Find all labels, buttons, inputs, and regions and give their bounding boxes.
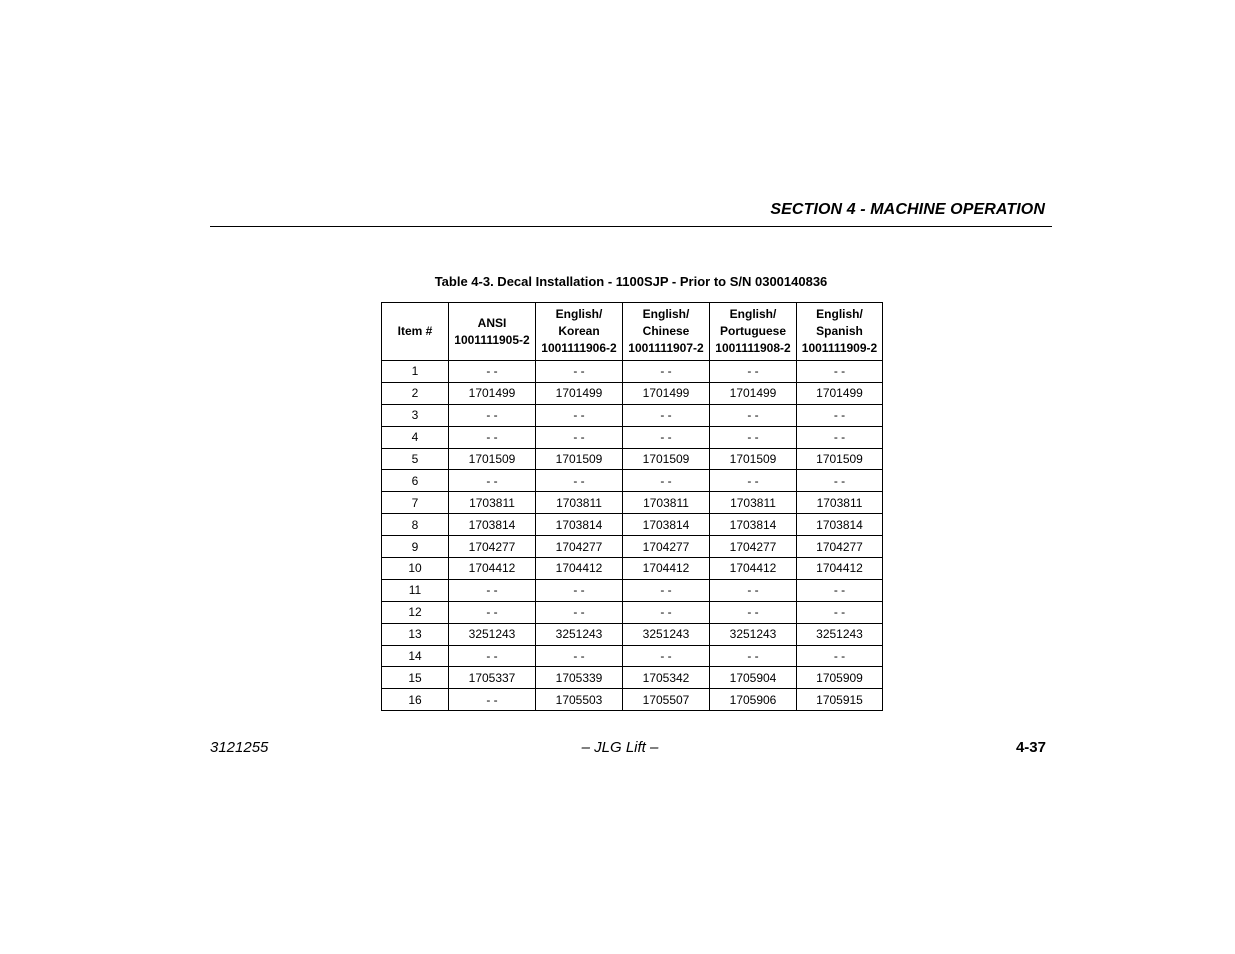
column-header xyxy=(710,303,797,361)
section-header: SECTION 4 - MACHINE OPERATION xyxy=(770,201,1045,218)
part-number-cell: 1703811 xyxy=(623,492,710,514)
part-number-cell: 1703811 xyxy=(536,492,623,514)
footer-page-number: 4-37 xyxy=(1015,739,1046,756)
column-header-line: 1001111909-2 xyxy=(801,341,878,355)
table-row xyxy=(382,426,883,448)
part-number-cell: - - xyxy=(710,645,797,667)
column-header-line: Korean xyxy=(558,324,600,338)
part-number-cell: 1703811 xyxy=(797,492,883,514)
part-number-cell: 3251243 xyxy=(797,623,883,645)
part-number-cell: 1704412 xyxy=(449,558,536,580)
column-header-line: Portuguese xyxy=(719,324,786,338)
part-number-cell: - - xyxy=(536,470,623,492)
column-header xyxy=(536,303,623,361)
part-number-cell: - - xyxy=(623,645,710,667)
part-number-cell: 3251243 xyxy=(449,623,536,645)
part-number-cell: 1704277 xyxy=(710,536,797,558)
part-number-cell: 1704412 xyxy=(797,558,883,580)
part-number-cell: 1704277 xyxy=(449,536,536,558)
column-header-line: ANSI xyxy=(477,315,507,330)
part-number-cell: 1704412 xyxy=(623,558,710,580)
part-number-cell: - - xyxy=(449,470,536,492)
part-number-cell: 3251243 xyxy=(623,623,710,645)
item-number-cell: 2 xyxy=(382,382,449,404)
item-number-cell: 1 xyxy=(382,361,449,383)
column-header xyxy=(382,303,449,361)
part-number-cell: - - xyxy=(536,426,623,448)
part-number-cell: - - xyxy=(797,404,883,426)
part-number-cell: - - xyxy=(797,579,883,601)
column-header-line: 1001111908-2 xyxy=(715,341,791,355)
part-number-cell: 1701509 xyxy=(536,448,623,470)
table-row xyxy=(382,667,883,689)
part-number-cell: 1703814 xyxy=(536,514,623,536)
part-number-cell: - - xyxy=(797,361,883,383)
part-number-cell: 1705906 xyxy=(710,689,797,711)
part-number-cell: 1705909 xyxy=(797,667,883,689)
part-number-cell: - - xyxy=(536,579,623,601)
column-header-line: Spanish xyxy=(816,324,863,338)
part-number-cell: - - xyxy=(710,426,797,448)
footer-publisher: – JLG Lift – xyxy=(581,739,659,756)
item-number-cell: 9 xyxy=(382,536,449,558)
part-number-cell: 1705503 xyxy=(536,689,623,711)
column-header-line: 1001111906-2 xyxy=(541,341,617,355)
footer-doc-number: 3121255 xyxy=(210,739,269,756)
part-number-cell: 1703814 xyxy=(797,514,883,536)
part-number-cell: 1705342 xyxy=(623,667,710,689)
column-header-line: Item # xyxy=(397,324,433,338)
part-number-cell: 1703814 xyxy=(449,514,536,536)
table-row xyxy=(382,382,883,404)
part-number-cell: 1701499 xyxy=(536,382,623,404)
item-number-cell: 3 xyxy=(382,404,449,426)
part-number-cell: 1704412 xyxy=(536,558,623,580)
part-number-cell: - - xyxy=(623,426,710,448)
item-number-cell: 6 xyxy=(382,470,449,492)
part-number-cell: 1705915 xyxy=(797,689,883,711)
part-number-cell: - - xyxy=(710,361,797,383)
part-number-cell: - - xyxy=(449,404,536,426)
table-header xyxy=(382,303,883,361)
part-number-cell: 1704412 xyxy=(710,558,797,580)
table-row xyxy=(382,601,883,623)
item-number-cell: 5 xyxy=(382,448,449,470)
part-number-cell: 1704277 xyxy=(623,536,710,558)
part-number-cell: - - xyxy=(797,645,883,667)
part-number-cell: 1703814 xyxy=(710,514,797,536)
part-number-cell: 1705337 xyxy=(449,667,536,689)
part-number-cell: - - xyxy=(449,645,536,667)
column-header xyxy=(623,303,710,361)
part-number-cell: - - xyxy=(623,601,710,623)
part-number-cell: - - xyxy=(623,361,710,383)
column-header-line: Chinese xyxy=(642,324,690,338)
part-number-cell: - - xyxy=(797,426,883,448)
item-number-cell: 7 xyxy=(382,492,449,514)
item-number-cell: 15 xyxy=(382,667,449,689)
part-number-cell: 1701509 xyxy=(710,448,797,470)
part-number-cell: - - xyxy=(449,689,536,711)
table-row xyxy=(382,492,883,514)
part-number-cell: 1701499 xyxy=(797,382,883,404)
part-number-cell: - - xyxy=(449,361,536,383)
part-number-cell: 3251243 xyxy=(536,623,623,645)
table-row xyxy=(382,645,883,667)
part-number-cell: 1701499 xyxy=(710,382,797,404)
table-row xyxy=(382,623,883,645)
part-number-cell: 1703811 xyxy=(710,492,797,514)
part-number-cell: - - xyxy=(536,361,623,383)
part-number-cell: 1701509 xyxy=(449,448,536,470)
column-header-line: English/ xyxy=(555,307,603,321)
table-row xyxy=(382,536,883,558)
table-title: Table 4-3. Decal Installation - 1100SJP - Prior to S/N 0300140836 xyxy=(434,274,828,289)
part-number-cell: 1701499 xyxy=(623,382,710,404)
table-row xyxy=(382,361,883,383)
part-number-cell: 1701509 xyxy=(623,448,710,470)
part-number-cell: 3251243 xyxy=(710,623,797,645)
part-number-cell: - - xyxy=(536,404,623,426)
part-number-cell: 1701499 xyxy=(449,382,536,404)
part-number-cell: - - xyxy=(449,426,536,448)
table-row xyxy=(382,579,883,601)
item-number-cell: 14 xyxy=(382,645,449,667)
column-header xyxy=(797,303,883,361)
part-number-cell: - - xyxy=(710,470,797,492)
decal-installation-table xyxy=(381,302,883,711)
column-header-line: English/ xyxy=(816,307,863,321)
part-number-cell: - - xyxy=(536,645,623,667)
part-number-cell: 1705904 xyxy=(710,667,797,689)
table-header-row xyxy=(382,303,883,361)
column-header xyxy=(449,303,536,361)
table-row xyxy=(382,404,883,426)
table-row xyxy=(382,558,883,580)
part-number-cell: - - xyxy=(710,579,797,601)
part-number-cell: - - xyxy=(623,404,710,426)
column-header-line: English/ xyxy=(729,307,777,321)
part-number-cell: - - xyxy=(797,470,883,492)
part-number-cell: - - xyxy=(449,601,536,623)
part-number-cell: 1701509 xyxy=(797,448,883,470)
part-number-cell: 1704277 xyxy=(797,536,883,558)
part-number-cell: - - xyxy=(797,601,883,623)
part-number-cell: - - xyxy=(710,601,797,623)
part-number-cell: - - xyxy=(710,404,797,426)
column-header-line: 1001111905-2 xyxy=(454,332,530,347)
part-number-cell: 1703811 xyxy=(449,492,536,514)
part-number-cell: - - xyxy=(623,579,710,601)
table-row xyxy=(382,470,883,492)
column-header-line: English/ xyxy=(642,307,690,321)
part-number-cell: - - xyxy=(623,470,710,492)
part-number-cell: 1703814 xyxy=(623,514,710,536)
part-number-cell: - - xyxy=(449,579,536,601)
part-number-cell: 1705339 xyxy=(536,667,623,689)
item-number-cell: 16 xyxy=(382,689,449,711)
item-number-cell: 4 xyxy=(382,426,449,448)
part-number-cell: - - xyxy=(536,601,623,623)
table-body xyxy=(382,361,883,711)
header-divider xyxy=(210,226,1052,227)
table-row xyxy=(382,514,883,536)
column-header-line: 1001111907-2 xyxy=(628,341,704,355)
table-row xyxy=(382,689,883,711)
item-number-cell: 12 xyxy=(382,601,449,623)
item-number-cell: 8 xyxy=(382,514,449,536)
item-number-cell: 10 xyxy=(382,558,449,580)
part-number-cell: 1705507 xyxy=(623,689,710,711)
part-number-cell: 1704277 xyxy=(536,536,623,558)
item-number-cell: 11 xyxy=(382,579,449,601)
table-row xyxy=(382,448,883,470)
item-number-cell: 13 xyxy=(382,623,449,645)
